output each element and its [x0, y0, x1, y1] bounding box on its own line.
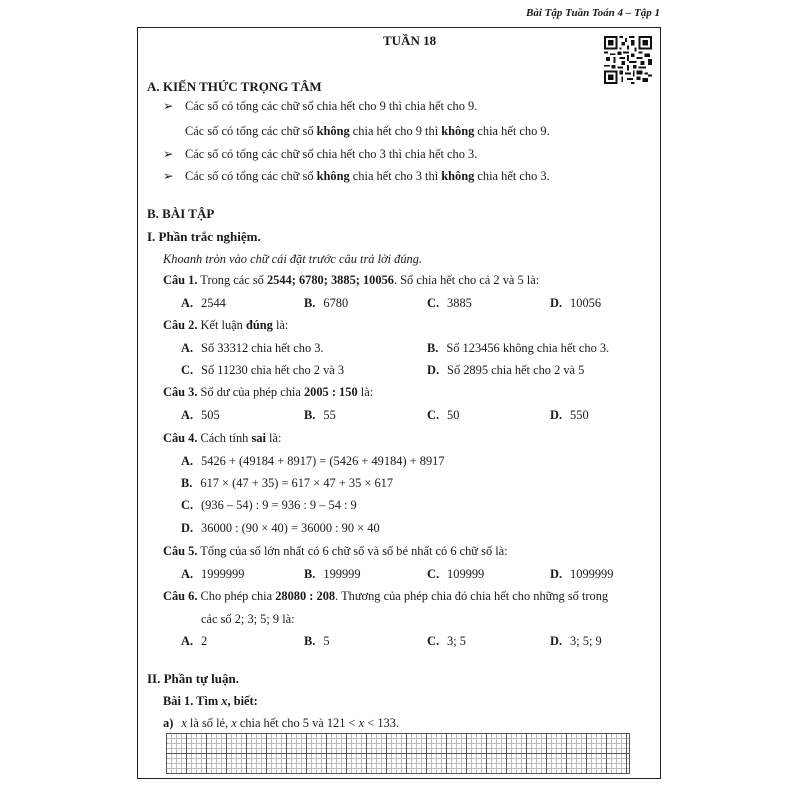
option-letter: B.	[304, 567, 316, 581]
q3-option-b[interactable]	[304, 408, 336, 423]
q3-option-a[interactable]	[181, 408, 220, 423]
bullet-text: Các số có tổng các chữ số chia hết cho 3 thì chia hết cho 3.	[185, 147, 478, 161]
option-text: Số 33312 chia hết cho 3.	[201, 341, 324, 355]
exercise-1-title	[163, 694, 258, 709]
text-part: chia hết cho 9 thì	[349, 124, 442, 138]
option-text: Số 2895 chia hết cho 2 và 5	[447, 363, 585, 377]
question-4	[163, 431, 281, 446]
variable-x: x	[231, 716, 237, 730]
text-bold: không	[441, 124, 475, 138]
part-2-title: II. Phần tự luận.	[147, 671, 239, 686]
option-letter: D.	[181, 521, 194, 535]
section-a-title: A. KIẾN THỨC TRỌNG TÂM	[147, 79, 322, 94]
text-bold: sai	[251, 431, 266, 445]
option-text: 3885	[447, 296, 472, 310]
option-letter: D.	[550, 296, 563, 310]
q5-option-a[interactable]	[181, 567, 244, 582]
q6-option-d[interactable]	[550, 634, 602, 649]
option-letter: B.	[304, 634, 316, 648]
arrow-bullet-icon: ➢	[163, 99, 174, 113]
option-letter: B.	[304, 408, 316, 422]
text-part: là số lẻ,	[186, 716, 232, 730]
question-6-continued: các số 2; 3; 5; 9 là:	[201, 612, 295, 626]
q6-option-c[interactable]	[427, 634, 466, 649]
question-label: Câu 5.	[163, 544, 198, 558]
part-1-title: I. Phần trắc nghiệm.	[147, 229, 261, 244]
option-text: 505	[201, 408, 220, 422]
option-text: 109999	[447, 567, 485, 581]
question-5	[163, 544, 508, 559]
q5-option-b[interactable]	[304, 567, 361, 582]
bullet-3	[163, 169, 550, 184]
option-text: 2	[201, 634, 208, 648]
text-part: Kết luận	[197, 318, 246, 332]
option-letter: B.	[304, 296, 316, 310]
option-letter: A.	[181, 634, 194, 648]
option-letter: C.	[427, 408, 440, 422]
text-bold: 2544; 6780; 3885; 10056	[266, 273, 394, 287]
option-text: 55	[323, 408, 336, 422]
option-letter: A.	[181, 341, 194, 355]
option-letter: D.	[427, 363, 440, 377]
q2-option-d[interactable]	[427, 363, 584, 378]
text-part: chia hết cho 5 và 121 <	[236, 716, 359, 730]
writing-grid[interactable]	[166, 733, 630, 774]
bullet-1-continued	[185, 124, 550, 139]
option-letter: C.	[427, 296, 440, 310]
text-bold: 2005 : 150	[303, 385, 358, 399]
option-text: 5	[323, 634, 330, 648]
q4-option-b[interactable]	[181, 476, 393, 491]
text-part: là:	[272, 318, 289, 332]
question-label: Câu 2.	[163, 318, 198, 332]
week-title: TUẦN 18	[383, 33, 437, 48]
q4-option-c[interactable]	[181, 498, 357, 513]
q6-option-b[interactable]	[304, 634, 330, 649]
bullet-2	[163, 147, 477, 162]
arrow-bullet-icon: ➢	[163, 147, 174, 161]
bullet-text: Các số có tổng các chữ số chia hết cho 9 thì chia hết cho 9.	[185, 99, 478, 113]
q2-option-a[interactable]	[181, 341, 324, 356]
arrow-bullet-icon: ➢	[163, 169, 174, 183]
book-title: Bài Tập Tuần Toán 4 – Tập 1	[526, 7, 660, 19]
q1-option-b[interactable]	[304, 296, 348, 311]
variable-x: x	[181, 716, 187, 730]
variable-x: x	[221, 694, 228, 708]
instruction: Khoanh tròn vào chữ cái đặt trước câu trả lời đúng.	[163, 252, 423, 266]
text-part: Trong các số	[197, 273, 267, 287]
option-text: 550	[570, 408, 589, 422]
section-b-title: B. BÀI TẬP	[147, 206, 215, 221]
option-letter: C.	[181, 498, 194, 512]
option-text: 36000 : (90 × 40) = 36000 : 90 × 40	[201, 521, 380, 535]
q4-option-d[interactable]	[181, 521, 380, 536]
text-bold: không	[316, 169, 350, 183]
question-3	[163, 385, 373, 400]
question-label: Câu 6.	[163, 589, 198, 603]
question-1	[163, 273, 539, 288]
q4-option-a[interactable]	[181, 454, 445, 469]
option-text: 6780	[323, 296, 349, 310]
text-part: là:	[265, 431, 282, 445]
text-part: chia hết cho 9.	[474, 124, 550, 138]
q1-option-c[interactable]	[427, 296, 472, 311]
q3-option-c[interactable]	[427, 408, 459, 423]
bullet-1	[163, 99, 477, 114]
text-part: Số dư của phép chia	[197, 385, 304, 399]
text-part: . Số chia hết cho cả 2 và 5 là:	[393, 273, 540, 287]
option-text: 2544	[201, 296, 226, 310]
option-text: Số 11230 chia hết cho 2 và 3	[201, 363, 345, 377]
text-part: Các số có tổng các chữ số	[185, 169, 317, 183]
option-text: 199999	[323, 567, 361, 581]
q1-option-d[interactable]	[550, 296, 601, 311]
option-letter: D.	[550, 634, 563, 648]
option-letter: C.	[427, 567, 440, 581]
variable-x: x	[358, 716, 365, 730]
text-part: Các số có tổng các chữ số	[185, 124, 317, 138]
text-bold: đúng	[245, 318, 273, 332]
option-text: 5426 + (49184 + 8917) = (5426 + 49184) + 8917	[201, 454, 445, 468]
text-bold: không	[441, 169, 475, 183]
text-part: Cho phép chia	[197, 589, 276, 603]
q3-option-d[interactable]	[550, 408, 589, 423]
option-letter: B.	[181, 476, 193, 490]
option-text: 617 × (47 + 35) = 617 × 47 + 35 × 617	[200, 476, 394, 490]
option-letter: A.	[181, 296, 194, 310]
option-letter: B.	[427, 341, 439, 355]
text-part: < 133.	[364, 716, 400, 730]
sub-label: a)	[163, 716, 174, 730]
text-part: chia hết cho 3 thì	[349, 169, 442, 183]
text-part: Bài 1. Tìm	[163, 694, 222, 708]
option-letter: D.	[550, 567, 563, 581]
text-bold: 28080 : 208	[275, 589, 336, 603]
option-text: 10056	[570, 296, 602, 310]
option-letter: A.	[181, 567, 194, 581]
text-part: chia hết cho 3.	[474, 169, 550, 183]
q6-option-a[interactable]	[181, 634, 207, 649]
option-letter: D.	[550, 408, 563, 422]
q2-option-b[interactable]	[427, 341, 609, 356]
q2-option-c[interactable]	[181, 363, 344, 378]
option-letter: A.	[181, 454, 194, 468]
q1-option-a[interactable]	[181, 296, 226, 311]
question-label: Câu 1.	[163, 273, 198, 287]
worksheet-page	[137, 27, 661, 779]
option-text: 50	[447, 408, 460, 422]
option-text: 1999999	[201, 567, 245, 581]
option-letter: A.	[181, 408, 194, 422]
text-part: , biết:	[227, 694, 258, 708]
text-part: Tổng của số lớn nhất có 6 chữ số và số bé nhất có 6 chữ số là:	[197, 544, 508, 558]
question-label: Câu 4.	[163, 431, 198, 445]
option-text: 3; 5	[447, 634, 466, 648]
question-2	[163, 318, 288, 333]
q5-option-c[interactable]	[427, 567, 484, 582]
option-text: (936 – 54) : 9 = 936 : 9 – 54 : 9	[201, 498, 357, 512]
qr-code	[604, 36, 652, 84]
question-6	[163, 589, 608, 604]
text-part: . Thương của phép chia đó chia hết cho những số trong	[335, 589, 609, 603]
exercise-1a	[163, 716, 399, 731]
option-letter: C.	[181, 363, 194, 377]
option-letter: C.	[427, 634, 440, 648]
text-part: là:	[357, 385, 374, 399]
option-text: 3; 5; 9	[570, 634, 602, 648]
text-part: Cách tính	[197, 431, 252, 445]
option-text: Số 123456 không chia hết cho 3.	[446, 341, 610, 355]
question-label: Câu 3.	[163, 385, 198, 399]
option-text: 1099999	[570, 567, 614, 581]
q5-option-d[interactable]	[550, 567, 613, 582]
text-bold: không	[316, 124, 350, 138]
